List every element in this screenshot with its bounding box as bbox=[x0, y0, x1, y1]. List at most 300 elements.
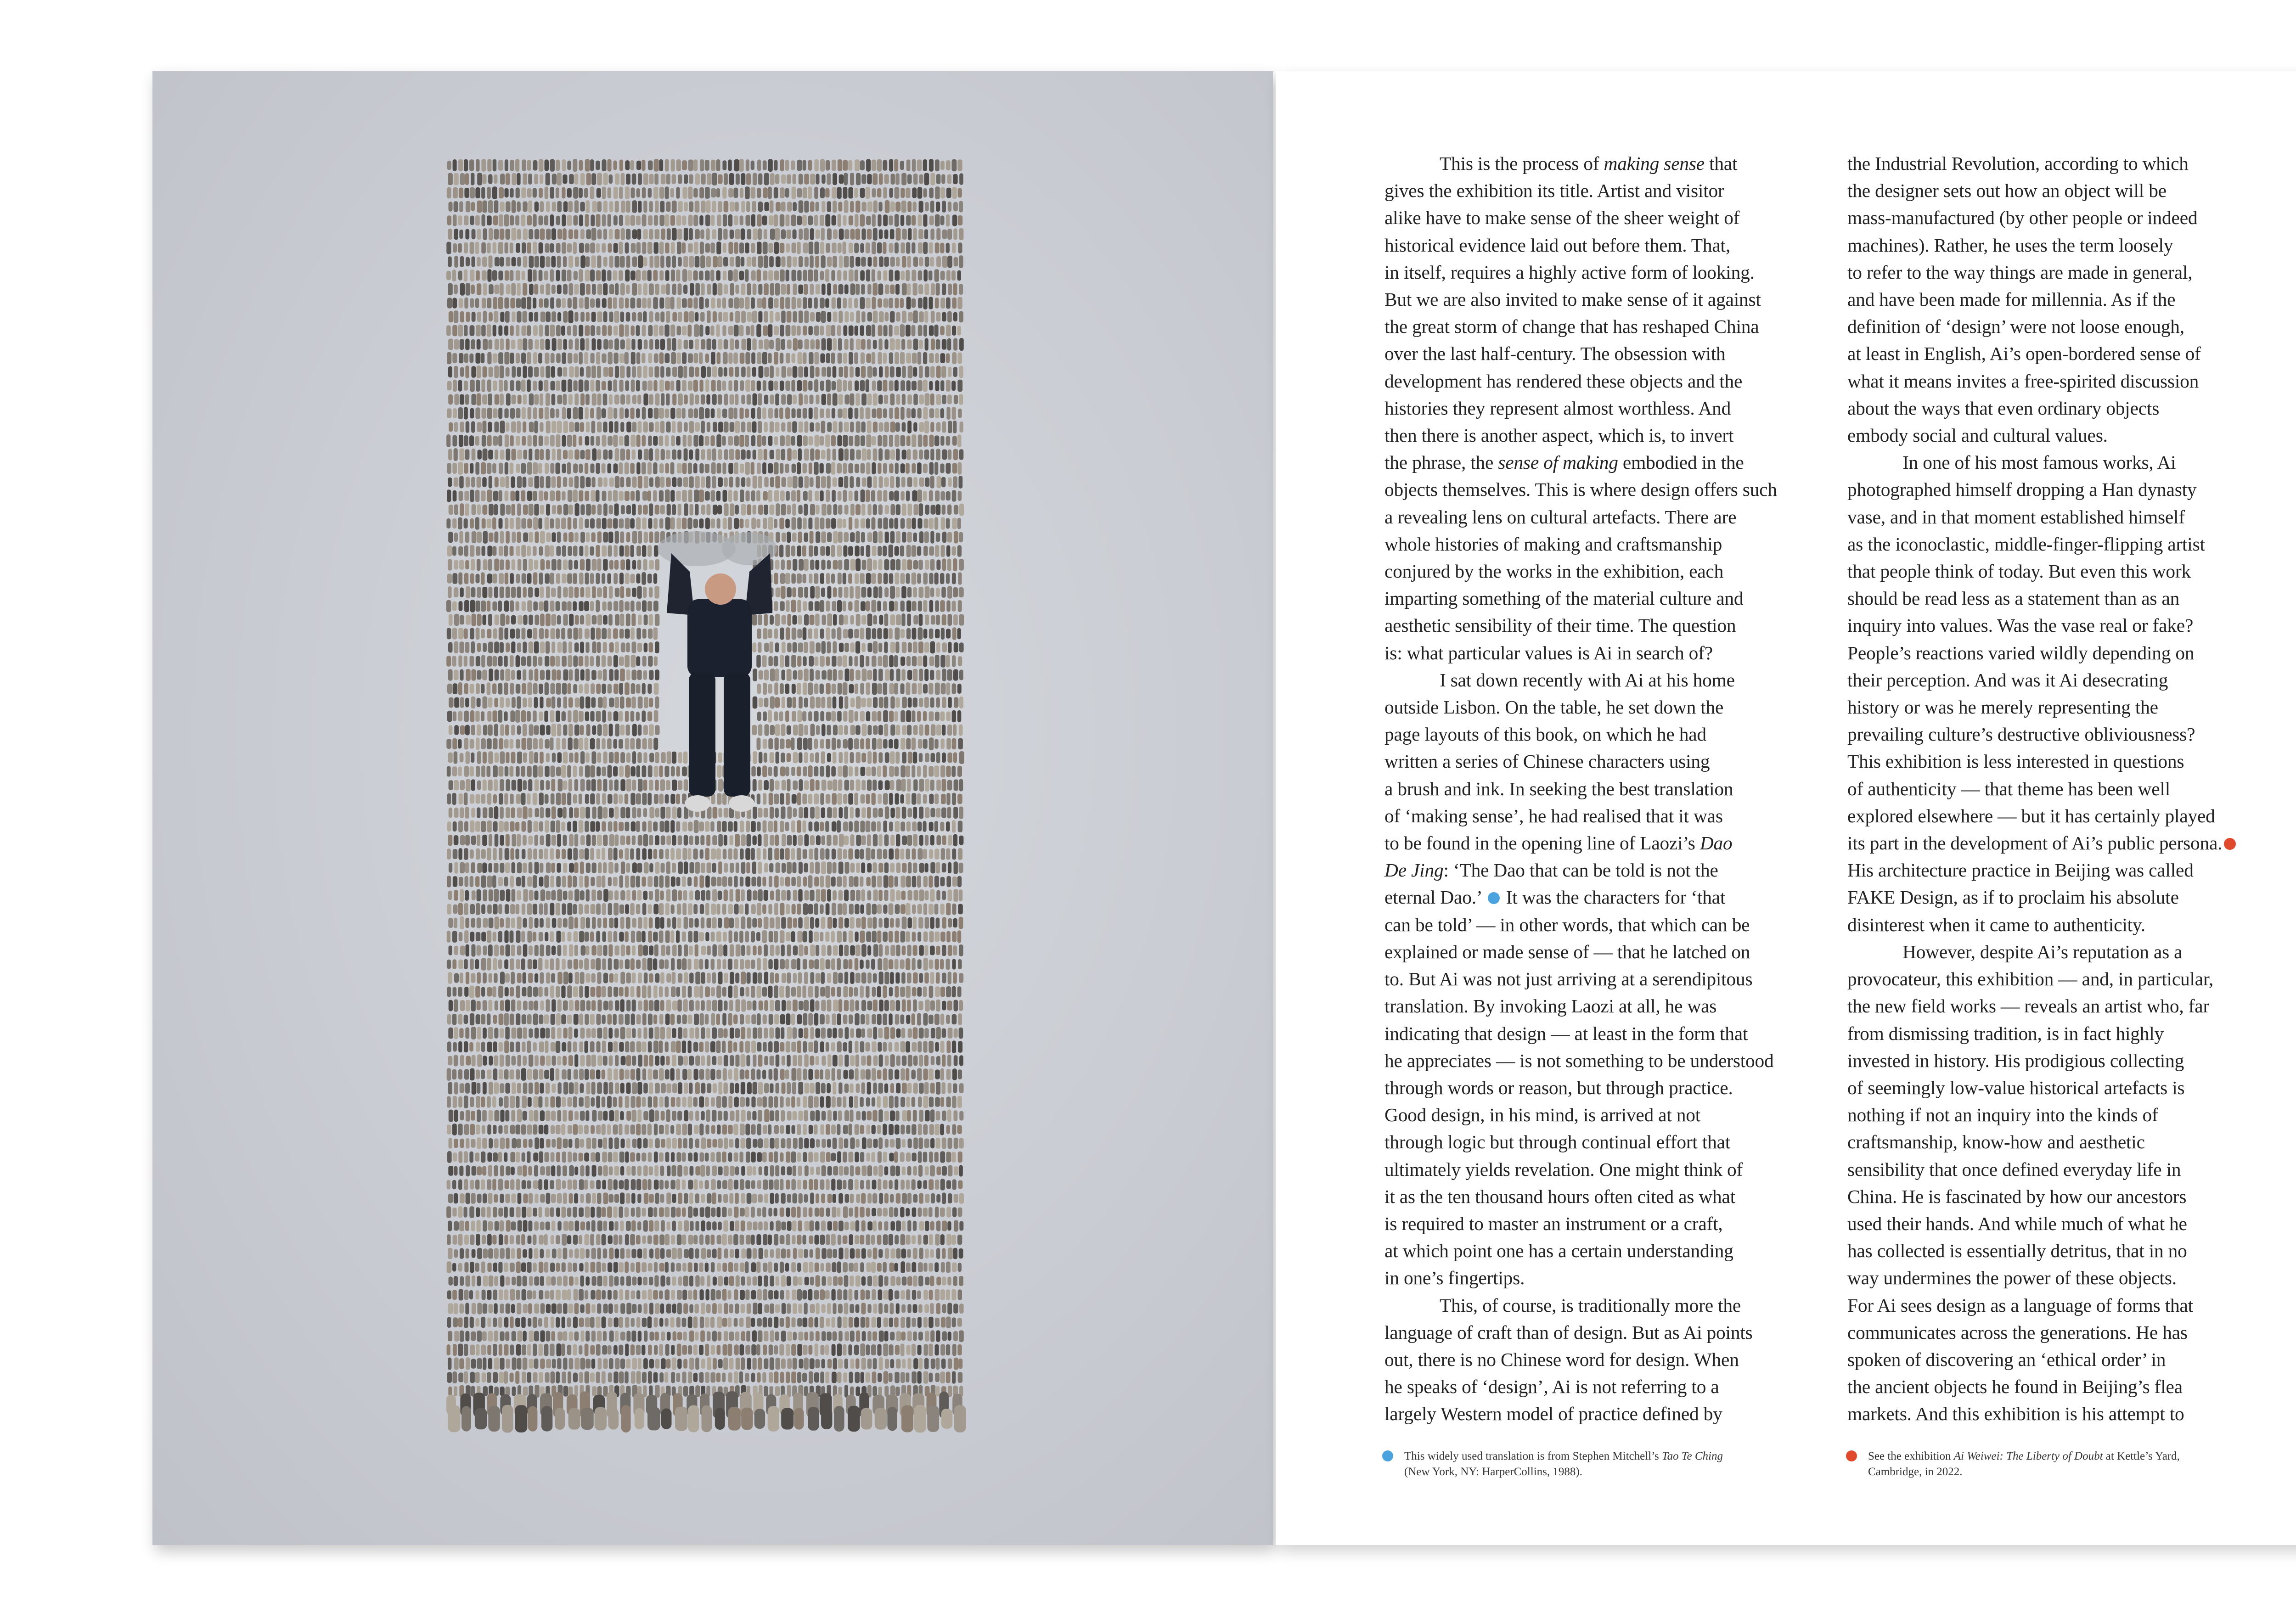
shard bbox=[952, 214, 957, 226]
shard bbox=[758, 834, 762, 846]
shard bbox=[705, 932, 709, 942]
shard bbox=[452, 298, 457, 309]
shard bbox=[446, 600, 451, 612]
shard bbox=[826, 243, 830, 253]
shard bbox=[683, 752, 687, 764]
shard bbox=[781, 310, 786, 323]
shard bbox=[941, 517, 945, 529]
shard bbox=[636, 380, 640, 392]
shard bbox=[883, 435, 887, 447]
shard bbox=[483, 780, 487, 791]
shard bbox=[659, 794, 664, 804]
shard bbox=[592, 448, 597, 461]
shard bbox=[867, 449, 871, 460]
shard bbox=[931, 311, 935, 323]
shard bbox=[844, 696, 848, 709]
shard bbox=[741, 366, 746, 377]
shard bbox=[844, 806, 848, 819]
shard bbox=[534, 725, 539, 735]
shard bbox=[487, 958, 491, 971]
shard bbox=[831, 270, 835, 281]
shard bbox=[471, 173, 474, 185]
shard bbox=[522, 601, 526, 611]
shard bbox=[493, 656, 497, 667]
shard bbox=[872, 409, 877, 418]
shard bbox=[751, 517, 756, 529]
shard bbox=[523, 835, 527, 845]
shard bbox=[741, 257, 745, 266]
shard bbox=[494, 200, 499, 213]
shard bbox=[936, 449, 940, 461]
shard bbox=[873, 531, 878, 543]
shard bbox=[695, 944, 698, 957]
shard bbox=[619, 242, 623, 254]
shard bbox=[866, 242, 870, 253]
shard bbox=[603, 283, 608, 296]
shard bbox=[907, 835, 912, 846]
shard bbox=[539, 712, 543, 721]
shard bbox=[906, 876, 911, 888]
shard bbox=[785, 573, 790, 584]
shard bbox=[804, 559, 808, 571]
shard bbox=[810, 779, 815, 792]
shard bbox=[837, 931, 842, 943]
shard bbox=[745, 352, 750, 365]
shard bbox=[699, 187, 704, 198]
shard bbox=[615, 641, 619, 653]
shard bbox=[607, 573, 611, 584]
shard bbox=[822, 780, 827, 791]
shard bbox=[597, 642, 601, 653]
shard bbox=[798, 615, 802, 624]
shard bbox=[454, 780, 459, 791]
shard bbox=[833, 201, 837, 213]
shard bbox=[827, 613, 832, 626]
shard bbox=[919, 394, 924, 404]
shard bbox=[598, 697, 603, 708]
shard bbox=[924, 229, 928, 239]
shard bbox=[718, 394, 722, 405]
shard bbox=[935, 683, 940, 695]
shard bbox=[890, 918, 894, 928]
shard bbox=[805, 476, 809, 489]
shard bbox=[757, 160, 761, 171]
shard bbox=[475, 407, 480, 419]
shard bbox=[619, 573, 624, 584]
shard bbox=[459, 476, 464, 489]
shard bbox=[891, 174, 895, 185]
shard bbox=[499, 627, 503, 640]
shard bbox=[918, 683, 922, 695]
shard bbox=[740, 353, 745, 364]
shard bbox=[636, 712, 640, 721]
shard bbox=[659, 903, 664, 915]
shard bbox=[826, 489, 830, 502]
shard bbox=[636, 573, 641, 584]
shard bbox=[592, 863, 597, 873]
shard bbox=[487, 682, 491, 695]
shard bbox=[833, 890, 837, 900]
shard bbox=[637, 808, 642, 818]
shard bbox=[786, 600, 789, 612]
shard bbox=[774, 848, 779, 860]
shard bbox=[907, 670, 912, 680]
shard bbox=[528, 820, 532, 833]
shard bbox=[941, 848, 945, 860]
shard bbox=[523, 641, 527, 653]
shard bbox=[866, 187, 870, 199]
shard bbox=[951, 766, 956, 777]
shard bbox=[636, 325, 640, 336]
shard bbox=[447, 793, 451, 804]
shard bbox=[952, 242, 956, 253]
shard bbox=[786, 214, 790, 226]
shard bbox=[902, 725, 906, 735]
shard bbox=[947, 505, 951, 515]
shard bbox=[925, 863, 929, 873]
shard bbox=[803, 463, 807, 474]
shard bbox=[585, 587, 590, 598]
shard bbox=[638, 476, 642, 489]
shard bbox=[648, 765, 653, 777]
shard bbox=[833, 669, 837, 681]
shard bbox=[568, 932, 572, 941]
shard bbox=[498, 959, 502, 969]
shard bbox=[701, 917, 704, 929]
shard bbox=[730, 230, 734, 239]
shard bbox=[504, 959, 508, 969]
shard bbox=[936, 697, 940, 708]
shard bbox=[942, 669, 946, 681]
shard bbox=[653, 573, 657, 584]
shard bbox=[615, 201, 619, 213]
shard bbox=[735, 834, 740, 847]
shard bbox=[596, 628, 601, 640]
shard bbox=[768, 767, 772, 776]
shard bbox=[758, 393, 762, 405]
shard bbox=[458, 903, 463, 916]
shard bbox=[642, 270, 647, 281]
shard bbox=[608, 601, 612, 611]
shard bbox=[822, 394, 826, 405]
shard bbox=[913, 174, 917, 185]
shard bbox=[954, 697, 958, 708]
shard bbox=[493, 297, 497, 309]
shard bbox=[747, 283, 751, 296]
shard bbox=[838, 311, 843, 323]
shard bbox=[632, 395, 636, 404]
shard bbox=[551, 863, 555, 873]
shard bbox=[803, 903, 808, 915]
shard bbox=[919, 201, 923, 213]
shard bbox=[959, 669, 963, 680]
shard bbox=[940, 573, 944, 584]
shard bbox=[506, 834, 510, 847]
shard bbox=[803, 574, 807, 584]
shard bbox=[879, 173, 883, 185]
shard bbox=[769, 876, 772, 888]
shard bbox=[678, 393, 683, 405]
shard bbox=[476, 903, 480, 916]
shard bbox=[718, 505, 722, 515]
shard bbox=[936, 642, 940, 653]
shard bbox=[718, 201, 722, 212]
shard bbox=[523, 229, 528, 240]
shard bbox=[861, 174, 866, 184]
shard bbox=[849, 876, 854, 887]
shard bbox=[637, 890, 642, 900]
shard bbox=[844, 422, 849, 433]
shard bbox=[568, 298, 572, 308]
shard bbox=[718, 944, 723, 956]
shard bbox=[764, 698, 769, 708]
shard bbox=[762, 352, 767, 364]
shard bbox=[895, 641, 899, 653]
shard bbox=[712, 835, 717, 845]
shard bbox=[478, 450, 482, 459]
shard bbox=[832, 684, 836, 694]
shard bbox=[647, 545, 652, 557]
shard bbox=[959, 725, 963, 736]
shard bbox=[630, 270, 636, 280]
shard bbox=[753, 890, 757, 900]
shard bbox=[619, 545, 624, 557]
shard bbox=[689, 476, 693, 488]
shard bbox=[608, 490, 612, 501]
shard bbox=[546, 229, 551, 240]
shard bbox=[500, 338, 504, 350]
shard bbox=[699, 352, 703, 364]
shard bbox=[782, 477, 786, 487]
shard bbox=[515, 848, 519, 860]
shard bbox=[677, 807, 681, 818]
shard bbox=[751, 766, 755, 777]
shard bbox=[833, 918, 837, 928]
shard bbox=[832, 408, 835, 419]
shard bbox=[499, 380, 503, 392]
shard bbox=[948, 697, 952, 708]
shard bbox=[808, 517, 812, 529]
shard bbox=[913, 394, 918, 405]
shard bbox=[580, 861, 584, 874]
shard bbox=[822, 945, 826, 956]
shard bbox=[562, 491, 566, 501]
shard bbox=[591, 312, 596, 322]
shard bbox=[596, 214, 601, 227]
shard bbox=[557, 312, 561, 321]
shard bbox=[929, 216, 934, 225]
shard bbox=[706, 256, 711, 268]
shard bbox=[952, 655, 956, 667]
shard bbox=[809, 545, 813, 557]
shard bbox=[688, 186, 693, 199]
shard bbox=[523, 918, 527, 928]
shard bbox=[573, 904, 577, 915]
shard bbox=[799, 807, 803, 819]
shard bbox=[506, 889, 511, 901]
shard bbox=[838, 904, 843, 915]
shard bbox=[850, 201, 854, 212]
shard bbox=[556, 656, 560, 667]
shard bbox=[957, 380, 962, 392]
shard bbox=[919, 531, 923, 543]
shard bbox=[522, 876, 525, 888]
shard bbox=[924, 518, 929, 528]
shard bbox=[918, 242, 923, 254]
shard bbox=[631, 697, 636, 708]
shard bbox=[873, 200, 878, 213]
shard bbox=[758, 421, 762, 433]
shard bbox=[476, 848, 480, 860]
shard bbox=[809, 490, 813, 502]
shard bbox=[454, 339, 459, 350]
shard bbox=[843, 849, 847, 859]
shard bbox=[568, 628, 572, 639]
shard bbox=[751, 877, 756, 887]
shard bbox=[786, 353, 790, 364]
shard bbox=[653, 821, 658, 831]
shard bbox=[642, 793, 647, 805]
shard bbox=[506, 615, 510, 625]
shard bbox=[505, 725, 509, 736]
shard bbox=[918, 270, 922, 281]
shard bbox=[906, 436, 911, 446]
shard bbox=[665, 848, 669, 860]
shard bbox=[815, 242, 819, 254]
shard bbox=[752, 861, 756, 874]
shard bbox=[527, 518, 532, 528]
shard bbox=[585, 463, 588, 474]
shard bbox=[562, 573, 567, 583]
shard bbox=[619, 324, 624, 337]
shard bbox=[636, 545, 641, 556]
shard bbox=[906, 628, 911, 639]
shard bbox=[506, 422, 509, 432]
shard bbox=[900, 848, 904, 860]
shard bbox=[872, 904, 877, 915]
shard bbox=[792, 464, 796, 473]
shard bbox=[861, 794, 865, 804]
shard bbox=[649, 587, 653, 598]
shard bbox=[959, 255, 963, 268]
shard bbox=[741, 283, 745, 295]
shard bbox=[470, 298, 474, 308]
shard bbox=[476, 766, 480, 777]
shard bbox=[843, 187, 848, 199]
shard bbox=[947, 174, 951, 184]
shard bbox=[483, 807, 487, 818]
shard bbox=[745, 519, 749, 528]
shard bbox=[580, 173, 585, 185]
shard bbox=[676, 491, 681, 501]
shard bbox=[787, 174, 791, 184]
shard bbox=[580, 229, 585, 239]
shard bbox=[867, 670, 872, 680]
shard bbox=[953, 945, 957, 955]
shard bbox=[498, 408, 502, 419]
shard bbox=[844, 449, 849, 461]
shard bbox=[713, 256, 718, 268]
shard bbox=[688, 408, 693, 418]
shard bbox=[489, 807, 493, 818]
shard bbox=[500, 918, 504, 927]
shard bbox=[849, 821, 853, 832]
shard bbox=[855, 641, 860, 653]
shard bbox=[900, 545, 904, 556]
shard bbox=[516, 546, 521, 556]
shard bbox=[493, 242, 497, 254]
shard bbox=[655, 201, 659, 213]
shard bbox=[506, 944, 510, 956]
shard bbox=[918, 917, 923, 929]
shard bbox=[494, 504, 498, 516]
shard bbox=[551, 946, 556, 955]
shard bbox=[746, 159, 749, 171]
shard bbox=[917, 352, 922, 365]
shard bbox=[603, 586, 607, 599]
shard bbox=[596, 380, 600, 392]
shard bbox=[706, 200, 711, 213]
shard bbox=[523, 615, 527, 625]
shard bbox=[925, 725, 929, 736]
shard bbox=[608, 325, 612, 336]
shard bbox=[781, 504, 786, 516]
shard bbox=[906, 215, 911, 226]
shard bbox=[579, 711, 584, 722]
shard bbox=[615, 476, 620, 489]
shard bbox=[787, 421, 791, 433]
shard bbox=[666, 393, 670, 406]
shard bbox=[919, 503, 923, 516]
shard bbox=[584, 601, 589, 611]
shard bbox=[556, 683, 561, 695]
shard bbox=[506, 173, 510, 185]
shard bbox=[833, 449, 836, 461]
shard bbox=[781, 229, 786, 239]
shard bbox=[850, 807, 854, 818]
shard bbox=[550, 269, 554, 281]
shard bbox=[585, 683, 589, 694]
shard bbox=[832, 848, 836, 860]
shard bbox=[918, 739, 922, 748]
shard bbox=[630, 215, 635, 225]
shard bbox=[458, 407, 463, 419]
shard bbox=[683, 890, 687, 901]
shard bbox=[861, 228, 866, 240]
shard bbox=[849, 684, 854, 694]
shard bbox=[515, 215, 519, 226]
shard bbox=[839, 696, 843, 709]
shard bbox=[814, 573, 818, 584]
shard bbox=[482, 835, 487, 846]
shard bbox=[776, 889, 780, 901]
shard bbox=[923, 435, 928, 447]
shard bbox=[494, 724, 498, 736]
shard bbox=[762, 297, 766, 309]
shard bbox=[518, 339, 522, 350]
shard bbox=[682, 821, 687, 832]
shard bbox=[728, 489, 732, 502]
shard bbox=[940, 655, 945, 668]
shard bbox=[654, 683, 659, 695]
shard bbox=[724, 339, 728, 349]
shard bbox=[826, 848, 830, 860]
shard bbox=[660, 821, 664, 832]
shard bbox=[551, 256, 556, 267]
shard bbox=[666, 202, 671, 212]
shard bbox=[693, 519, 698, 528]
shard bbox=[591, 532, 596, 542]
